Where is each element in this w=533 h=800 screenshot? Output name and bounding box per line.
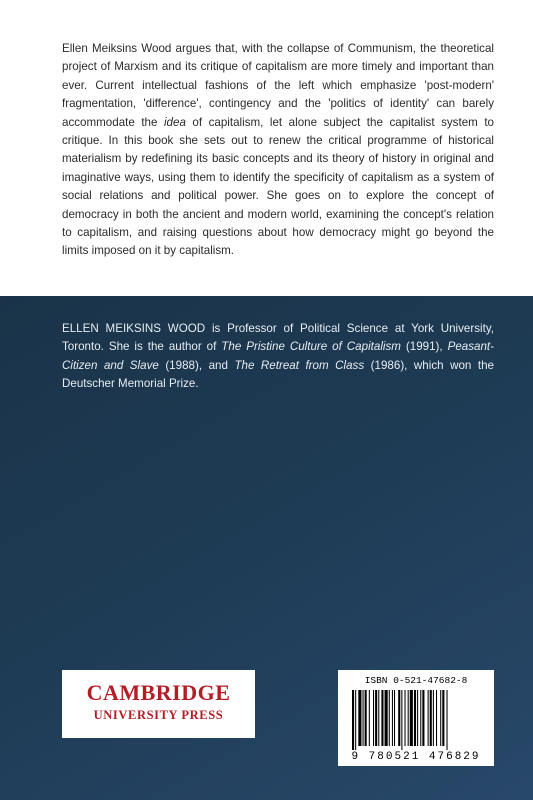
bio-text-3: (1988), and [158,358,235,372]
bio-book-title-1: The Pristine Culture of Capitalism [221,340,401,354]
publisher-name: CAMBRIDGE [86,680,231,705]
blurb-panel [0,0,533,296]
blurb-emphasis: idea [163,115,186,129]
bio-text-2: (1991), [400,340,448,354]
barcode-panel [338,670,494,766]
bio-book-title-3: The Retreat from Class [234,358,365,372]
bio-text-1: ELLEN MEIKSINS WOOD is Professor of Political Science at York University, Toronto. She is the author of [62,322,494,354]
author-bio [62,320,494,394]
publisher-logo [62,670,255,738]
barcode-icon [352,690,480,750]
book-blurb [62,40,494,261]
isbn-label: ISBN 0-521-47682-8 [364,675,468,686]
publisher-subname: UNIVERSITY PRESS [93,708,224,722]
bio-book-title-2: Peasant-Citizen and Slave [62,340,494,372]
blurb-text-part-1: Ellen Meiksins Wood argues that, with the collapse of Communism, the theoretical project of Marxism and its critique of capitalism are more timely and important than ever. Current intellectual fashions of the left which emphasize 'post-modern' fragmentation, 'difference', contingency and the 'politics of identity' can barely accommodate the [62,42,494,129]
ean-number: 9 780521 476829 [351,751,481,763]
blurb-text-part-2: of capitalism, let alone subject the capitalist system to critique. In this book she sets out to renew the critical programme of historical materialism by redefining its basic concepts and its theory of history in original and imaginative ways, using them to identify the specificity of capitalism as a system of social relations and political power. She goes on to explore the concept of democracy in both the ancient and modern world, examining the concept's relation to capitalism, and raising questions about how democracy might go beyond the limits imposed on it by capitalism. [62,115,494,258]
bio-text-4: (1986), which won the Deutscher Memorial Prize. [62,358,494,391]
